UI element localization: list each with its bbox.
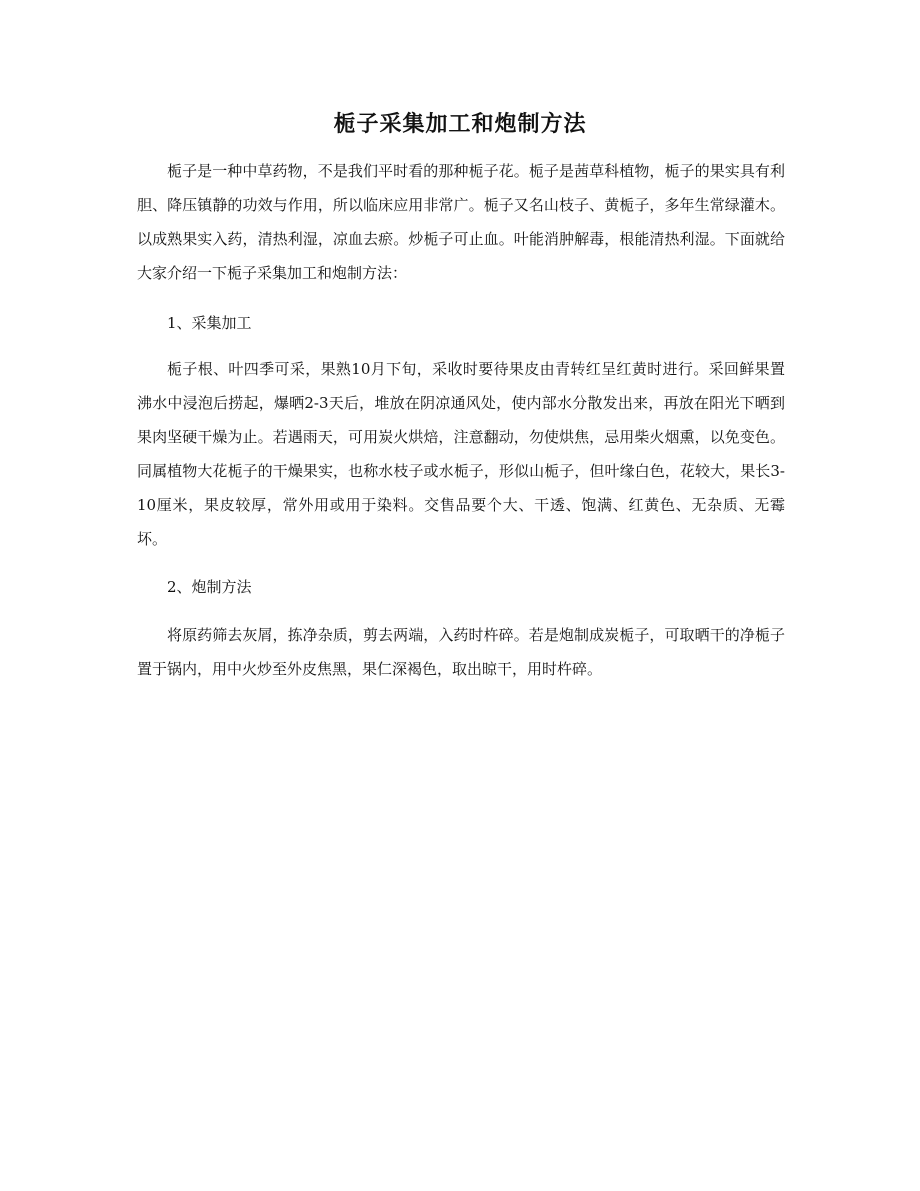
section-heading-collection: 1、采集加工 [167, 314, 252, 332]
intro-paragraph: 栀子是一种中草药物，不是我们平时看的那种栀子花。栀子是茜草科植物，栀子的果实具有利胆、降压镇静的功效与作用，所以临床应用非常广。栀子又名山枝子、黄栀子，多年生常绿灌木。以成熟果实入药，清热利湿，凉血去瘀。炒栀子可止血。叶能消肿解毒，根能清热利湿。下面就给大家介绍一下栀子采集加工和炮制方法： [137, 162, 785, 282]
section-heading-processing: 2、炮制方法 [167, 578, 252, 596]
document-title: 栀子采集加工和炮制方法 [333, 112, 587, 137]
section-body-processing: 将原药筛去灰屑，拣净杂质，剪去两端，入药时杵碎。若是炮制成炭栀子，可取晒干的净栀子置于锅内，用中火炒至外皮焦黑，果仁深褐色，取出晾干，用时杵碎。 [137, 626, 785, 678]
section-body-collection: 栀子根、叶四季可采，果熟10月下旬，采收时要待果皮由青转红呈红黄时进行。采回鲜果置沸水中浸泡后捞起，爆晒2-3天后，堆放在阴凉通风处，使内部水分散发出来，再放在阳光下晒到果肉坚硬干燥为止。若遇雨天，可用炭火烘焙，注意翻动，勿使烘焦，忌用柴火烟熏，以免变色。同属植物大花栀子的干燥果实，也称水枝子或水栀子，形似山栀子，但叶缘白色，花较大，果长3-10厘米，果皮较厚，常外用或用于染料。交售品要个大、干透、饱满、红黄色、无杂质、无霉坏。 [137, 360, 785, 548]
